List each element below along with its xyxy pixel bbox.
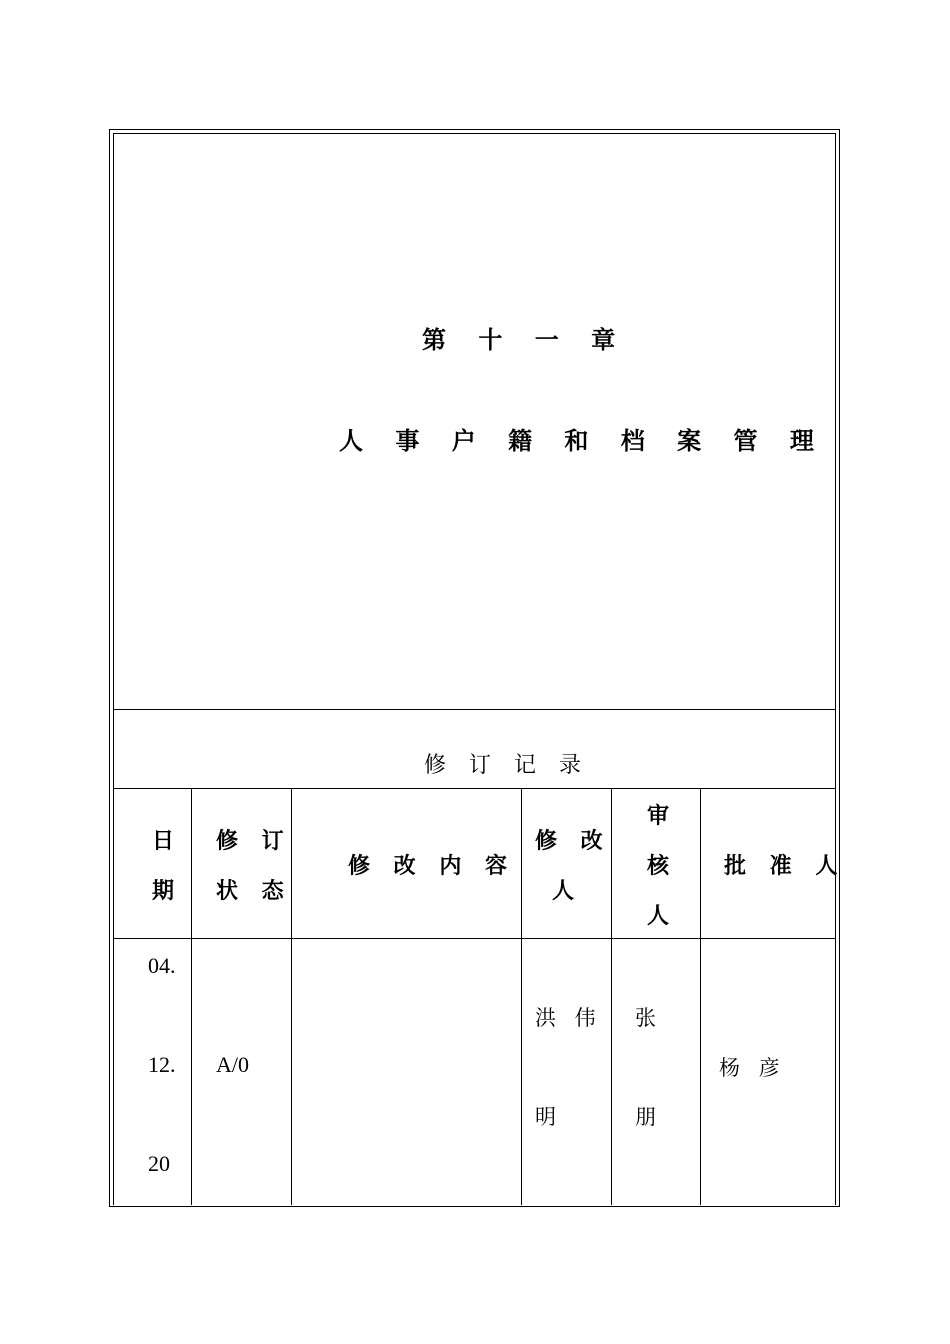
col-divider-3	[521, 788, 522, 1205]
col-divider-1	[191, 788, 192, 1205]
header-content: 修 改 内 容	[348, 854, 515, 879]
header-status-line1: 修 订	[216, 829, 292, 854]
cover-divider	[113, 709, 836, 710]
header-approver: 批 准 人	[724, 854, 846, 879]
row-modifier-line2: 明	[535, 1105, 562, 1129]
row-status: A/0	[216, 1052, 249, 1077]
header-reviewer-line1: 审	[647, 804, 678, 829]
header-date-line2: 期	[152, 879, 183, 904]
row-reviewer-line1: 张	[635, 1006, 662, 1030]
row-modifier-line1: 洪 伟	[535, 1006, 602, 1030]
header-modifier-line2: 人	[552, 879, 583, 904]
header-status-line2: 状 态	[216, 879, 292, 904]
col-divider-4	[611, 788, 612, 1205]
row-date-part1: 04.	[148, 953, 176, 978]
row-date-part3: 20	[148, 1151, 170, 1176]
chapter-title: 人 事 户 籍 和 档 案 管 理	[339, 427, 826, 455]
row-reviewer-line2: 朋	[635, 1105, 662, 1129]
header-modifier-line1: 修 改	[535, 829, 611, 854]
header-date-line1: 日	[152, 829, 183, 854]
row-date-part2: 12.	[148, 1052, 176, 1077]
header-reviewer-line3: 人	[647, 904, 678, 929]
document-frame-inner	[113, 133, 836, 1205]
revision-title-divider	[113, 788, 836, 789]
chapter-number: 第 十 一 章	[422, 326, 628, 354]
header-reviewer-line2: 核	[647, 854, 678, 879]
header-row-divider	[113, 938, 836, 939]
revision-record-title: 修 订 记 录	[424, 753, 589, 778]
col-divider-5	[700, 788, 701, 1205]
row-approver: 杨 彦	[719, 1056, 786, 1080]
